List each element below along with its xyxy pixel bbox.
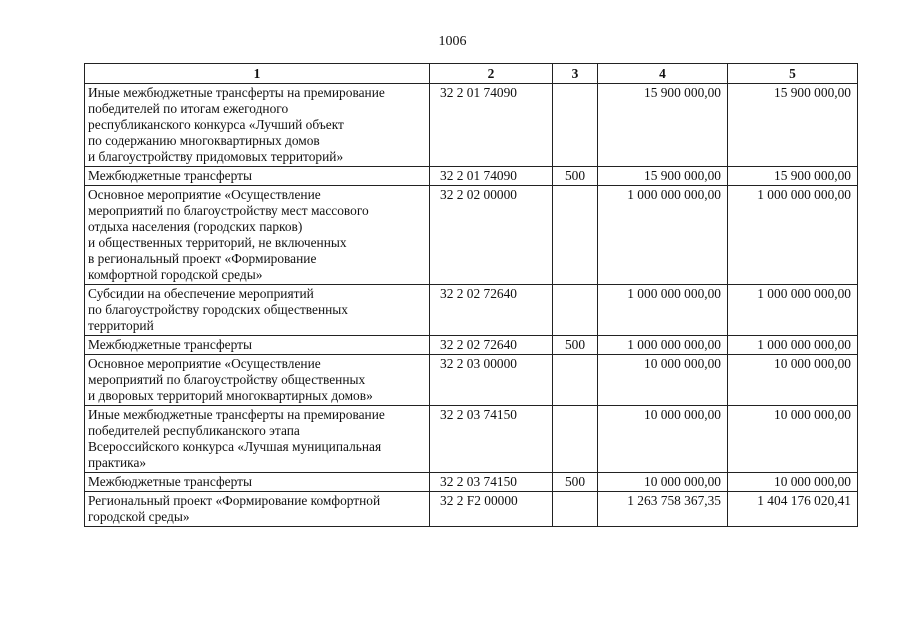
row-expense-type: 500 bbox=[553, 336, 598, 355]
row-expense-type: 500 bbox=[553, 473, 598, 492]
row-name: Межбюджетные трансферты bbox=[85, 473, 430, 492]
row-code: 32 2 01 74090 bbox=[430, 84, 553, 167]
row-code: 32 2 03 74150 bbox=[430, 473, 553, 492]
row-amount-col5: 15 900 000,00 bbox=[728, 84, 858, 167]
row-expense-type bbox=[553, 285, 598, 336]
row-amount-col5: 1 000 000 000,00 bbox=[728, 186, 858, 285]
header-row bbox=[85, 64, 858, 84]
row-amount-col5: 10 000 000,00 bbox=[728, 406, 858, 473]
row-code: 32 2 02 00000 bbox=[430, 186, 553, 285]
row-amount-col4: 15 900 000,00 bbox=[598, 84, 728, 167]
row-name: Межбюджетные трансферты bbox=[85, 336, 430, 355]
row-expense-type bbox=[553, 406, 598, 473]
row-amount-col5: 1 000 000 000,00 bbox=[728, 336, 858, 355]
table-row bbox=[85, 285, 858, 336]
row-amount-col5: 15 900 000,00 bbox=[728, 167, 858, 186]
row-amount-col5: 10 000 000,00 bbox=[728, 355, 858, 406]
column-header-1: 1 bbox=[85, 64, 430, 84]
column-header-5: 5 bbox=[728, 64, 858, 84]
row-expense-type bbox=[553, 492, 598, 527]
row-amount-col5: 1 404 176 020,41 bbox=[728, 492, 858, 527]
row-amount-col5: 10 000 000,00 bbox=[728, 473, 858, 492]
row-amount-col4: 10 000 000,00 bbox=[598, 473, 728, 492]
table-row bbox=[85, 355, 858, 406]
row-amount-col4: 15 900 000,00 bbox=[598, 167, 728, 186]
row-amount-col4: 10 000 000,00 bbox=[598, 406, 728, 473]
row-expense-type bbox=[553, 84, 598, 167]
table-row bbox=[85, 473, 858, 492]
row-code: 32 2 F2 00000 bbox=[430, 492, 553, 527]
column-header-4: 4 bbox=[598, 64, 728, 84]
budget-table bbox=[84, 63, 858, 527]
table-row bbox=[85, 336, 858, 355]
row-name: Региональный проект «Формирование комфортной городской среды» bbox=[85, 492, 430, 527]
row-name: Основное мероприятие «Осуществление мероприятий по благоустройству общественных и дворовых территорий многоквартирных домов» bbox=[85, 355, 430, 406]
table-row bbox=[85, 84, 858, 167]
row-name: Субсидии на обеспечение мероприятий по благоустройству городских общественных территорий bbox=[85, 285, 430, 336]
column-header-3: 3 bbox=[553, 64, 598, 84]
row-name: Межбюджетные трансферты bbox=[85, 167, 430, 186]
row-expense-type bbox=[553, 186, 598, 285]
row-code: 32 2 02 72640 bbox=[430, 285, 553, 336]
page-number: 1006 bbox=[438, 34, 467, 49]
row-code: 32 2 03 74150 bbox=[430, 406, 553, 473]
table-row bbox=[85, 406, 858, 473]
row-amount-col4: 1 000 000 000,00 bbox=[598, 336, 728, 355]
row-name: Иные межбюджетные трансферты на премирование победителей по итогам ежегодного республиканского конкурса «Лучший объект по содержанию многоквартирных домов и благоустройству придомовых территорий» bbox=[85, 84, 430, 167]
row-name: Иные межбюджетные трансферты на премирование победителей республиканского этапа Всероссийского конкурса «Лучшая муниципальная практика» bbox=[85, 406, 430, 473]
table-row bbox=[85, 167, 858, 186]
row-name: Основное мероприятие «Осуществление мероприятий по благоустройству мест массового отдыха населения (городских парков) и общественных территорий, не включенных в региональный проект «Формирование комфортной городской среды» bbox=[85, 186, 430, 285]
row-code: 32 2 02 72640 bbox=[430, 336, 553, 355]
row-expense-type: 500 bbox=[553, 167, 598, 186]
row-amount-col4: 1 263 758 367,35 bbox=[598, 492, 728, 527]
column-header-2: 2 bbox=[430, 64, 553, 84]
row-amount-col4: 10 000 000,00 bbox=[598, 355, 728, 406]
row-amount-col5: 1 000 000 000,00 bbox=[728, 285, 858, 336]
row-code: 32 2 03 00000 bbox=[430, 355, 553, 406]
table-row bbox=[85, 186, 858, 285]
row-amount-col4: 1 000 000 000,00 bbox=[598, 186, 728, 285]
row-amount-col4: 1 000 000 000,00 bbox=[598, 285, 728, 336]
row-expense-type bbox=[553, 355, 598, 406]
row-code: 32 2 01 74090 bbox=[430, 167, 553, 186]
table-row bbox=[85, 492, 858, 527]
